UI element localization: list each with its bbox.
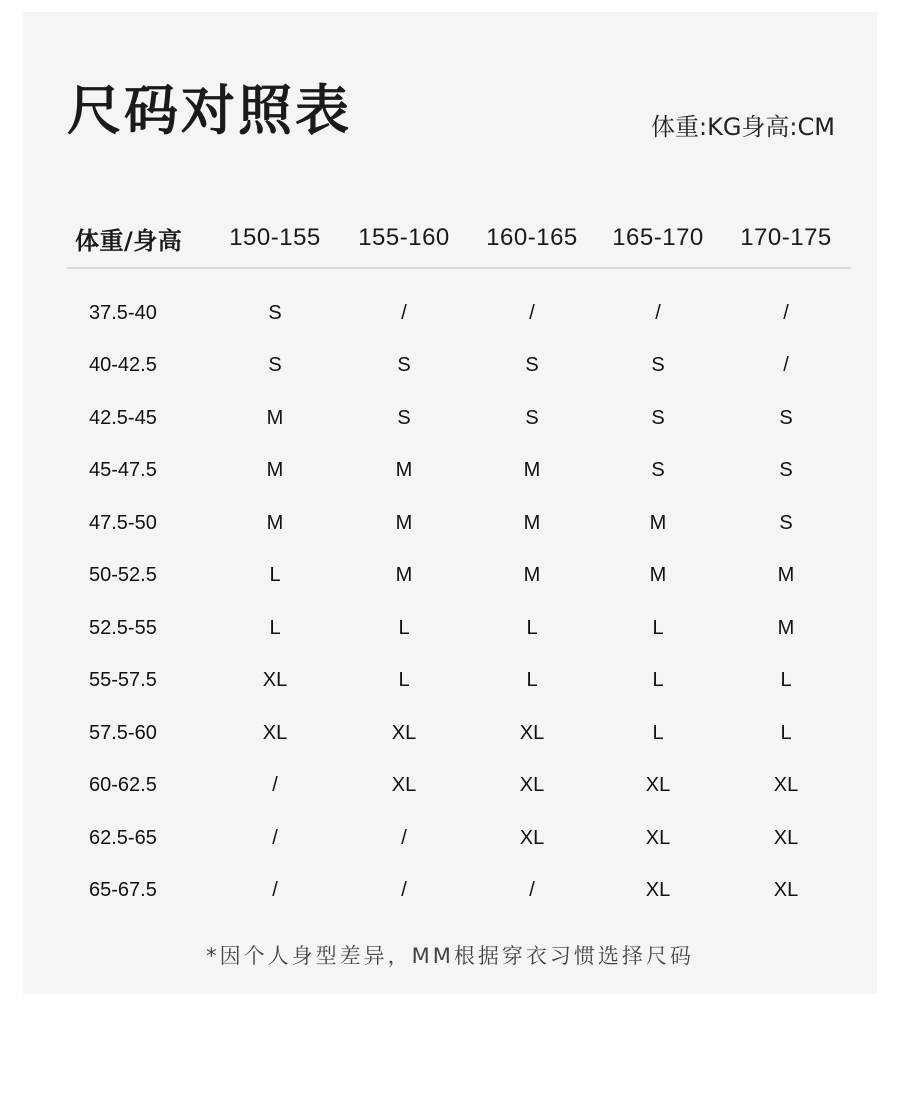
size-cell: /: [529, 301, 535, 324]
size-cell: /: [272, 826, 278, 849]
table-row: [67, 602, 851, 655]
size-cell: XL: [645, 826, 671, 849]
size-cell: XL: [391, 721, 417, 744]
size-cell: XL: [645, 879, 671, 902]
size-cell: S: [651, 459, 665, 482]
size-cell: /: [401, 879, 407, 902]
weight-range-cell: 45-47.5: [89, 459, 157, 482]
size-cell: XL: [391, 774, 417, 797]
size-cell: M: [777, 564, 795, 587]
size-cell: XL: [773, 774, 799, 797]
size-cell: M: [649, 511, 667, 534]
table-row: [67, 655, 851, 708]
height-header: 160-165: [469, 209, 595, 268]
size-cell: M: [649, 564, 667, 587]
size-cell: S: [397, 406, 411, 429]
size-cell: XL: [262, 721, 288, 744]
table-row: [67, 497, 851, 550]
height-header: 150-155: [211, 209, 339, 268]
size-cell: M: [266, 511, 284, 534]
size-cell: /: [401, 301, 407, 324]
size-cell: L: [526, 669, 538, 692]
size-cell: M: [395, 511, 413, 534]
size-cell: /: [783, 354, 789, 377]
table-row: [67, 760, 851, 813]
table-body: [67, 268, 851, 917]
table-row: [67, 812, 851, 865]
size-cell: /: [529, 879, 535, 902]
height-header: 155-160: [339, 209, 469, 268]
size-cell: M: [266, 459, 284, 482]
size-cell: M: [523, 564, 541, 587]
size-cell: XL: [645, 774, 671, 797]
size-cell: /: [401, 826, 407, 849]
size-cell: S: [651, 354, 665, 377]
page-title: 尺码对照表: [67, 79, 352, 142]
size-cell: L: [398, 616, 410, 639]
size-cell: S: [268, 354, 282, 377]
size-cell: S: [525, 354, 539, 377]
weight-range-cell: 57.5-60: [89, 721, 157, 744]
size-cell: XL: [519, 721, 545, 744]
size-cell: M: [523, 511, 541, 534]
weight-range-cell: 42.5-45: [89, 406, 157, 429]
table-row: [67, 707, 851, 760]
unit-note: 体重:KG身高:CM: [651, 113, 835, 141]
size-cell: L: [269, 564, 281, 587]
size-cell: /: [272, 774, 278, 797]
size-cell: M: [777, 616, 795, 639]
size-cell: XL: [519, 826, 545, 849]
weight-range-cell: 47.5-50: [89, 511, 157, 534]
size-cell: S: [397, 354, 411, 377]
size-cell: S: [779, 511, 793, 534]
size-cell: S: [651, 406, 665, 429]
size-cell: M: [395, 564, 413, 587]
footnote: *因个人身型差异，MM根据穿衣习惯选择尺码: [206, 944, 694, 968]
size-cell: L: [526, 616, 538, 639]
size-cell: L: [652, 616, 664, 639]
height-header: 170-175: [721, 209, 851, 268]
weight-range-cell: 62.5-65: [89, 826, 157, 849]
table-row: [67, 445, 851, 498]
size-chart-card: [23, 12, 877, 994]
weight-range-cell: 52.5-55: [89, 616, 157, 639]
size-cell: /: [272, 879, 278, 902]
height-header: 165-170: [595, 209, 721, 268]
table-row: [67, 550, 851, 603]
size-cell: S: [268, 301, 282, 324]
size-table: [67, 209, 851, 917]
size-cell: /: [655, 301, 661, 324]
size-cell: XL: [773, 879, 799, 902]
weight-range-cell: 60-62.5: [89, 774, 157, 797]
size-cell: S: [779, 459, 793, 482]
size-cell: L: [398, 669, 410, 692]
size-cell: XL: [262, 669, 288, 692]
size-cell: L: [780, 669, 792, 692]
size-cell: XL: [519, 774, 545, 797]
size-cell: L: [652, 721, 664, 744]
size-cell: S: [525, 406, 539, 429]
size-cell: M: [395, 459, 413, 482]
table-header-row: [67, 209, 851, 268]
size-cell: S: [779, 406, 793, 429]
weight-range-cell: 50-52.5: [89, 564, 157, 587]
table-row: [67, 268, 851, 340]
weight-range-cell: 65-67.5: [89, 879, 157, 902]
size-cell: L: [652, 669, 664, 692]
table-row: [67, 865, 851, 918]
table-row: [67, 392, 851, 445]
size-cell: XL: [773, 826, 799, 849]
size-cell: M: [266, 406, 284, 429]
weight-range-cell: 37.5-40: [89, 301, 157, 324]
size-cell: /: [783, 301, 789, 324]
size-cell: L: [780, 721, 792, 744]
table-row: [67, 340, 851, 393]
corner-header: 体重/身高: [67, 209, 211, 268]
size-cell: M: [523, 459, 541, 482]
weight-range-cell: 40-42.5: [89, 354, 157, 377]
weight-range-cell: 55-57.5: [89, 669, 157, 692]
size-cell: L: [269, 616, 281, 639]
